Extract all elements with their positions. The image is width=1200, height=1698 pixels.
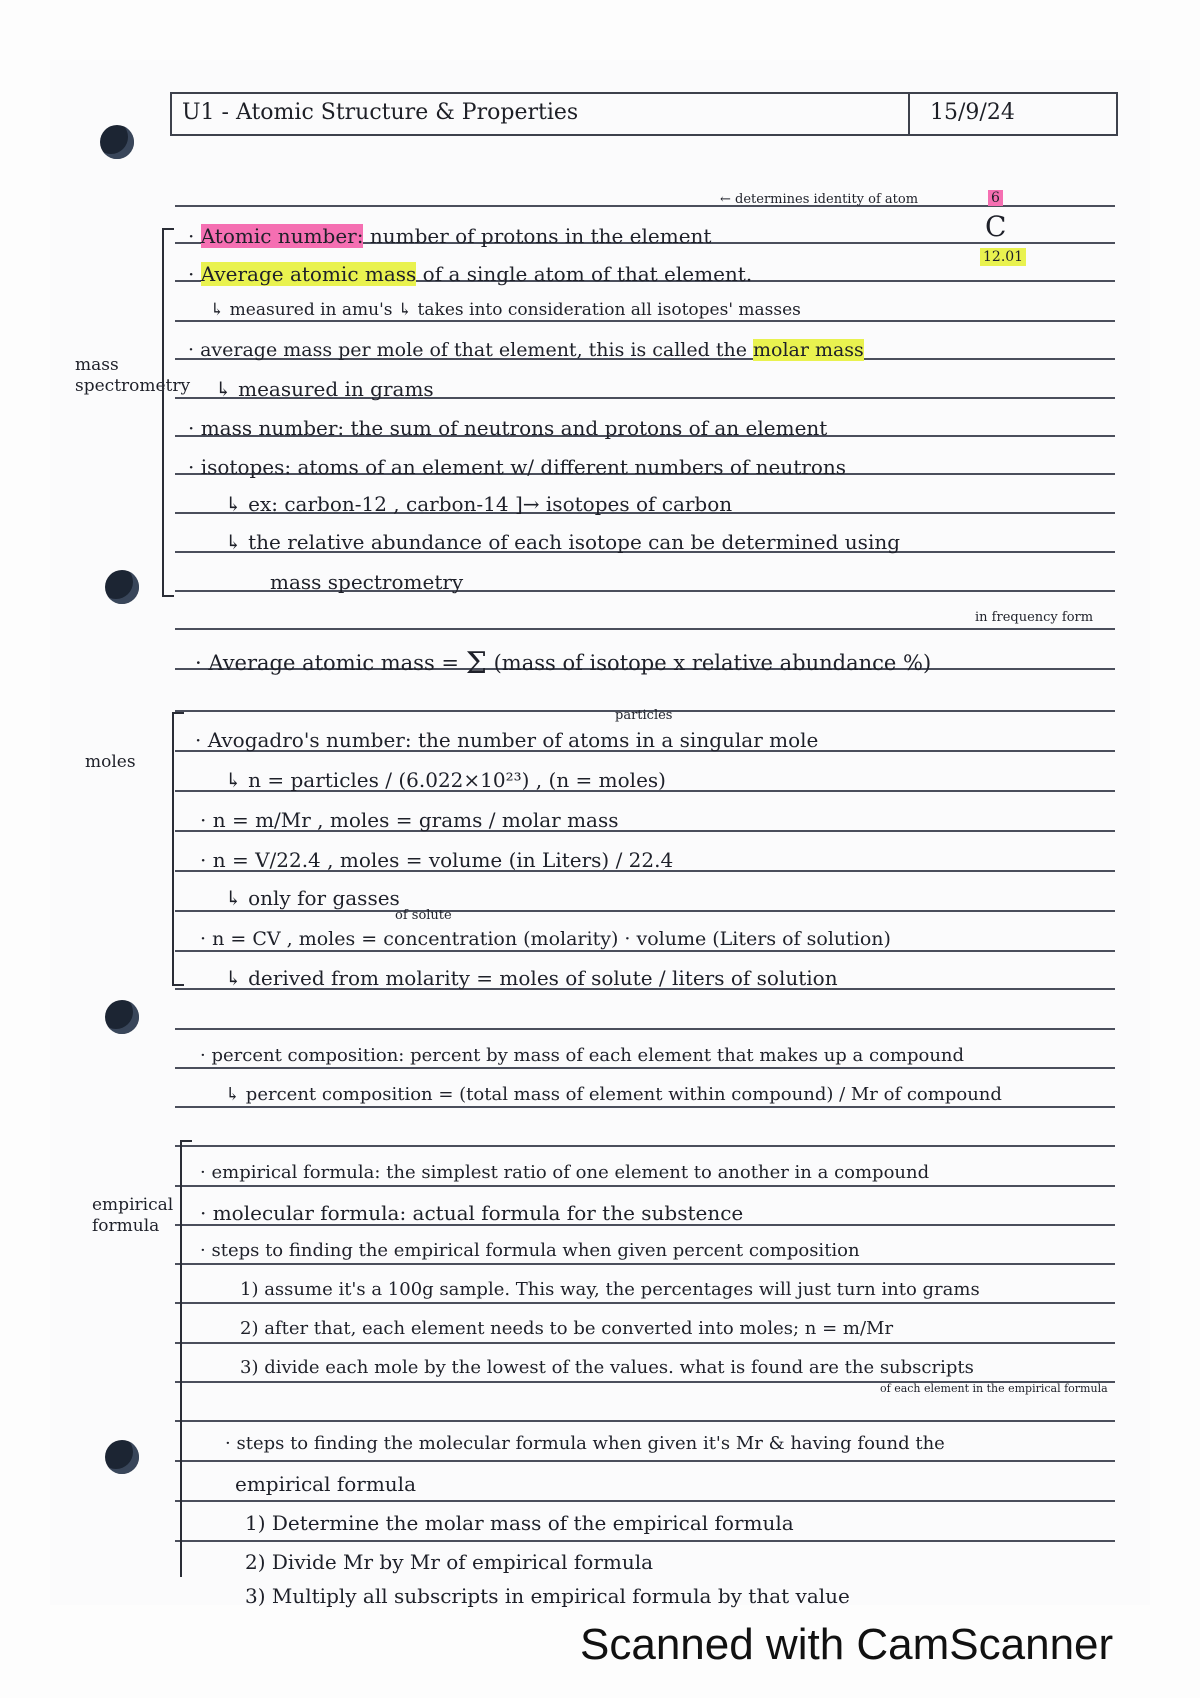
average-mass-formula: · Average atomic mass = Σ (mass of isotope x relative abundance %) [195,646,932,681]
empirical-step-3: 3) divide each mole by the lowest of the values. what is found are the subscripts [240,1357,974,1378]
atomic-number-term: Atomic number: [200,224,364,248]
margin-note-mass-spectrometry: mass spectrometry [75,355,191,397]
title-divider [908,92,910,134]
spectrometry-line: mass spectrometry [270,570,464,594]
ruled-line [175,1145,1115,1147]
ruled-line [175,1460,1115,1462]
average-mass-line: · Average atomic mass of a single atom of that element. [188,262,753,286]
molar-mass-line: · average mass per mole of that element, this is called the molar mass [188,339,864,361]
mass-number-line: · mass number: the sum of neutrons and protons of an element [188,416,828,440]
ruled-line [175,1028,1115,1030]
isotopes-example: ↳ ex: carbon-12 , carbon-14 ]→ isotopes of carbon [225,492,733,516]
ruled-line [175,950,1115,952]
isotopes-line: · isotopes: atoms of an element w/ different numbers of neutrons [188,455,847,479]
binder-hole [105,1440,139,1474]
ruled-line [175,1185,1115,1187]
page-title: U1 - Atomic Structure & Properties [182,100,579,125]
ruled-line [175,1106,1115,1108]
avogadro-formula: ↳ n = particles / (6.022×10²³) , (n = moles) [225,768,666,792]
molar-mass-text: average mass per mole of that element, this is called the [200,339,747,361]
molecular-steps-line: · steps to finding the molecular formula when given it's Mr & having found the [225,1433,945,1454]
empirical-step-3-note: of each element in the empirical formula [880,1382,1108,1395]
ruled-line [175,1420,1115,1422]
annotation-identity: ← determines identity of atom [720,192,919,207]
ruled-line [175,205,1115,207]
ruled-line [175,320,1115,322]
binder-hole [105,1000,139,1034]
element-atomic-number: 6 [988,190,1003,206]
element-symbol: C [985,210,1007,243]
avogadro-text: Avogadro's number: the number of atoms in a singular mole [207,728,819,752]
section-bracket [180,1140,192,1577]
empirical-formula-text: empirical formula: the simplest ratio of one element to another in a compound [211,1162,930,1183]
average-mass-definition: of a single atom of that element. [422,262,753,286]
average-formula-left: Average atomic mass = [208,651,460,675]
empirical-step-2: 2) after that, each element needs to be converted into moles; n = m/Mr [240,1318,894,1339]
average-formula-right: (mass of isotope x relative abundance %) [493,651,932,675]
atomic-number-definition: number of protons in the element [369,224,712,248]
margin-note-empirical-formula: empirical formula [92,1195,174,1237]
n-mass-text: n = m/Mr , moles = grams / molar mass [212,808,619,832]
molecular-formula-line: · molecular formula: actual formula for the substence [200,1201,744,1225]
ruled-line [175,1263,1115,1265]
particles-note: particles [615,708,673,723]
gases-line: ↳ only for gasses [225,886,400,910]
section-bracket [162,228,174,597]
ruled-line [175,628,1115,630]
molecular-steps-text: steps to finding the molecular formula when given it's Mr & having found the [236,1433,945,1454]
section-bracket [172,712,184,986]
grams-line: ↳ measured in grams [215,377,434,401]
molecular-step-3: 3) Multiply all subscripts in empirical formula by that value [245,1584,850,1608]
empirical-formula-line: · empirical formula: the simplest ratio of one element to another in a compound [200,1162,930,1183]
n-volume-line: · n = V/22.4 , moles = volume (in Liters) / 22.4 [200,848,674,872]
percent-composition-formula: ↳ percent composition = (total mass of element within compound) / Mr of compound [225,1084,1002,1105]
ruled-line [175,1500,1115,1502]
annotation-frequency: in frequency form [975,610,1094,625]
percent-composition-line: · percent composition: percent by mass of each element that makes up a compound [200,1045,965,1066]
mass-number-text: mass number: the sum of neutrons and protons of an element [200,416,828,440]
n-mass-line: · n = m/Mr , moles = grams / molar mass [200,808,619,832]
binder-hole [100,125,134,159]
margin-note-moles: moles [85,752,136,772]
average-mass-term: Average atomic mass [200,262,417,286]
solute-note: of solute [395,908,452,923]
sum-symbol: Σ [465,646,487,681]
n-cv-line: · n = CV , moles = concentration (molarity) · volume (Liters of solution) [200,928,891,950]
ruled-line [175,1342,1115,1344]
avogadro-line: · Avogadro's number: the number of atoms in a singular mole [195,728,819,752]
amu-line: ↳ measured in amu's ↳ takes into consideration all isotopes' masses [210,300,801,320]
ruled-line [175,1067,1115,1069]
ruled-line [175,910,1115,912]
camscanner-watermark: Scanned with CamScanner [580,1620,1114,1669]
molecular-formula-text: molecular formula: actual formula for the substence [212,1201,744,1225]
ruled-line [175,1540,1115,1542]
derived-line: ↳ derived from molarity = moles of solute / liters of solution [225,966,838,990]
molecular-step-1: 1) Determine the molar mass of the empirical formula [245,1511,794,1535]
abundance-line: ↳ the relative abundance of each isotope can be determined using [225,530,901,554]
percent-composition-text: percent composition: percent by mass of each element that makes up a compound [211,1045,965,1066]
binder-hole [105,570,139,604]
isotopes-text: isotopes: atoms of an element w/ different numbers of neutrons [200,455,847,479]
molecular-steps-line-b: empirical formula [235,1472,417,1496]
n-cv-text: n = CV , moles = concentration (molarity) · volume (Liters of solution) [212,928,891,950]
empirical-step-1: 1) assume it's a 100g sample. This way, the percentages will just turn into grams [240,1279,980,1300]
molar-mass-term: molar mass [752,339,864,361]
n-volume-text: n = V/22.4 , moles = volume (in Liters) / 22.4 [212,848,674,872]
empirical-steps-line: · steps to finding the empirical formula when given percent composition [200,1240,860,1261]
ruled-line [175,1302,1115,1304]
empirical-steps-text: steps to finding the empirical formula when given percent composition [211,1240,860,1261]
page-date: 15/9/24 [930,100,1015,125]
element-mass: 12.01 [980,248,1026,266]
atomic-number-line: · Atomic number: number of protons in the element [188,224,712,248]
molecular-step-2: 2) Divide Mr by Mr of empirical formula [245,1550,654,1574]
